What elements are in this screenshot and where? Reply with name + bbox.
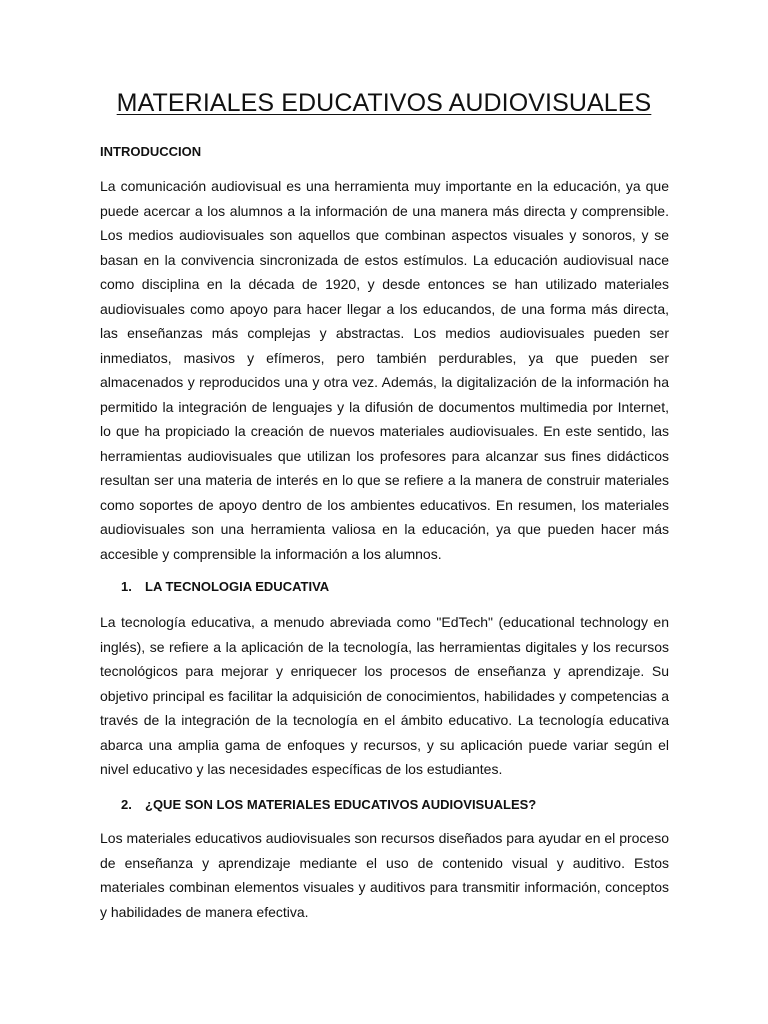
section-number: 2. [121, 797, 132, 812]
document-title: MATERIALES EDUCATIVOS AUDIOVISUALES [116, 89, 652, 117]
section-heading-text: ¿QUE SON LOS MATERIALES EDUCATIVOS AUDIOVISUALES? [145, 797, 537, 812]
section-body-introduccion: La comunicación audiovisual es una herramienta muy importante en la educación, ya que puede acercar a los alumnos a la información de una manera más directa y comprensible. Los medios audiovisuales son aquellos que combinan aspectos visuales y sonoros, y se basan en la convivencia sincronizada de estos estímulos. La educación audiovisual nace como disciplina en la década de 1920, y desde entonces se han utilizado materiales audiovisuales como apoyo para hacer llegar a los educandos, de una forma más directa, las enseñanzas más complejas y abstractas. Los medios audiovisuales pueden ser inmediatos, masivos y efímeros, pero también perdurables, ya que pueden ser almacenados y reproducidos una y otra vez. Además, la digitalización de la información ha permitido la integración de lenguajes y la difusión de documentos multimedia por Internet, lo que ha propiciado la creación de nuevos materiales audiovisuales. En este sentido, las herramientas audiovisuales que utilizan los profesores para alcanzar sus fines didácticos resultan ser una materia de interés en lo que se refiere a la manera de construir materiales como soportes de apoyo dentro de los ambientes educativos. En resumen, los materiales audiovisuales son una herramienta valiosa en la educación, ya que pueden hacer más accesible y comprensible la información a los alumnos. [100, 178, 669, 562]
section-heading-tecnologia-educativa [121, 578, 329, 596]
section-heading-materiales-audiovisuales [121, 796, 536, 814]
section-body-materiales-audiovisuales: Los materiales educativos audiovisuales son recursos diseñados para ayudar en el proceso de enseñanza y aprendizaje mediante el uso de contenido visual y auditivo. Estos materiales combinan elementos visuales y auditivos para transmitir información, conceptos y habilidades de manera efectiva. [100, 830, 669, 920]
section-heading-introduccion: INTRODUCCION [100, 144, 202, 159]
section-body-tecnologia-educativa: La tecnología educativa, a menudo abreviada como "EdTech" (educational technology en inglés), se refiere a la aplicación de la tecnología, las herramientas digitales y los recursos tecnológicos para mejorar y enriquecer los procesos de enseñanza y aprendizaje. Su objetivo principal es facilitar la adquisición de conocimientos, habilidades y competencias a través de la integración de la tecnología en el ámbito educativo. La tecnología educativa abarca una amplia gama de enfoques y recursos, y su aplicación puede variar según el nivel educativo y las necesidades específicas de los estudiantes. [100, 614, 669, 777]
section-number: 1. [121, 579, 132, 594]
section-heading-text: LA TECNOLOGIA EDUCATIVA [145, 579, 330, 594]
